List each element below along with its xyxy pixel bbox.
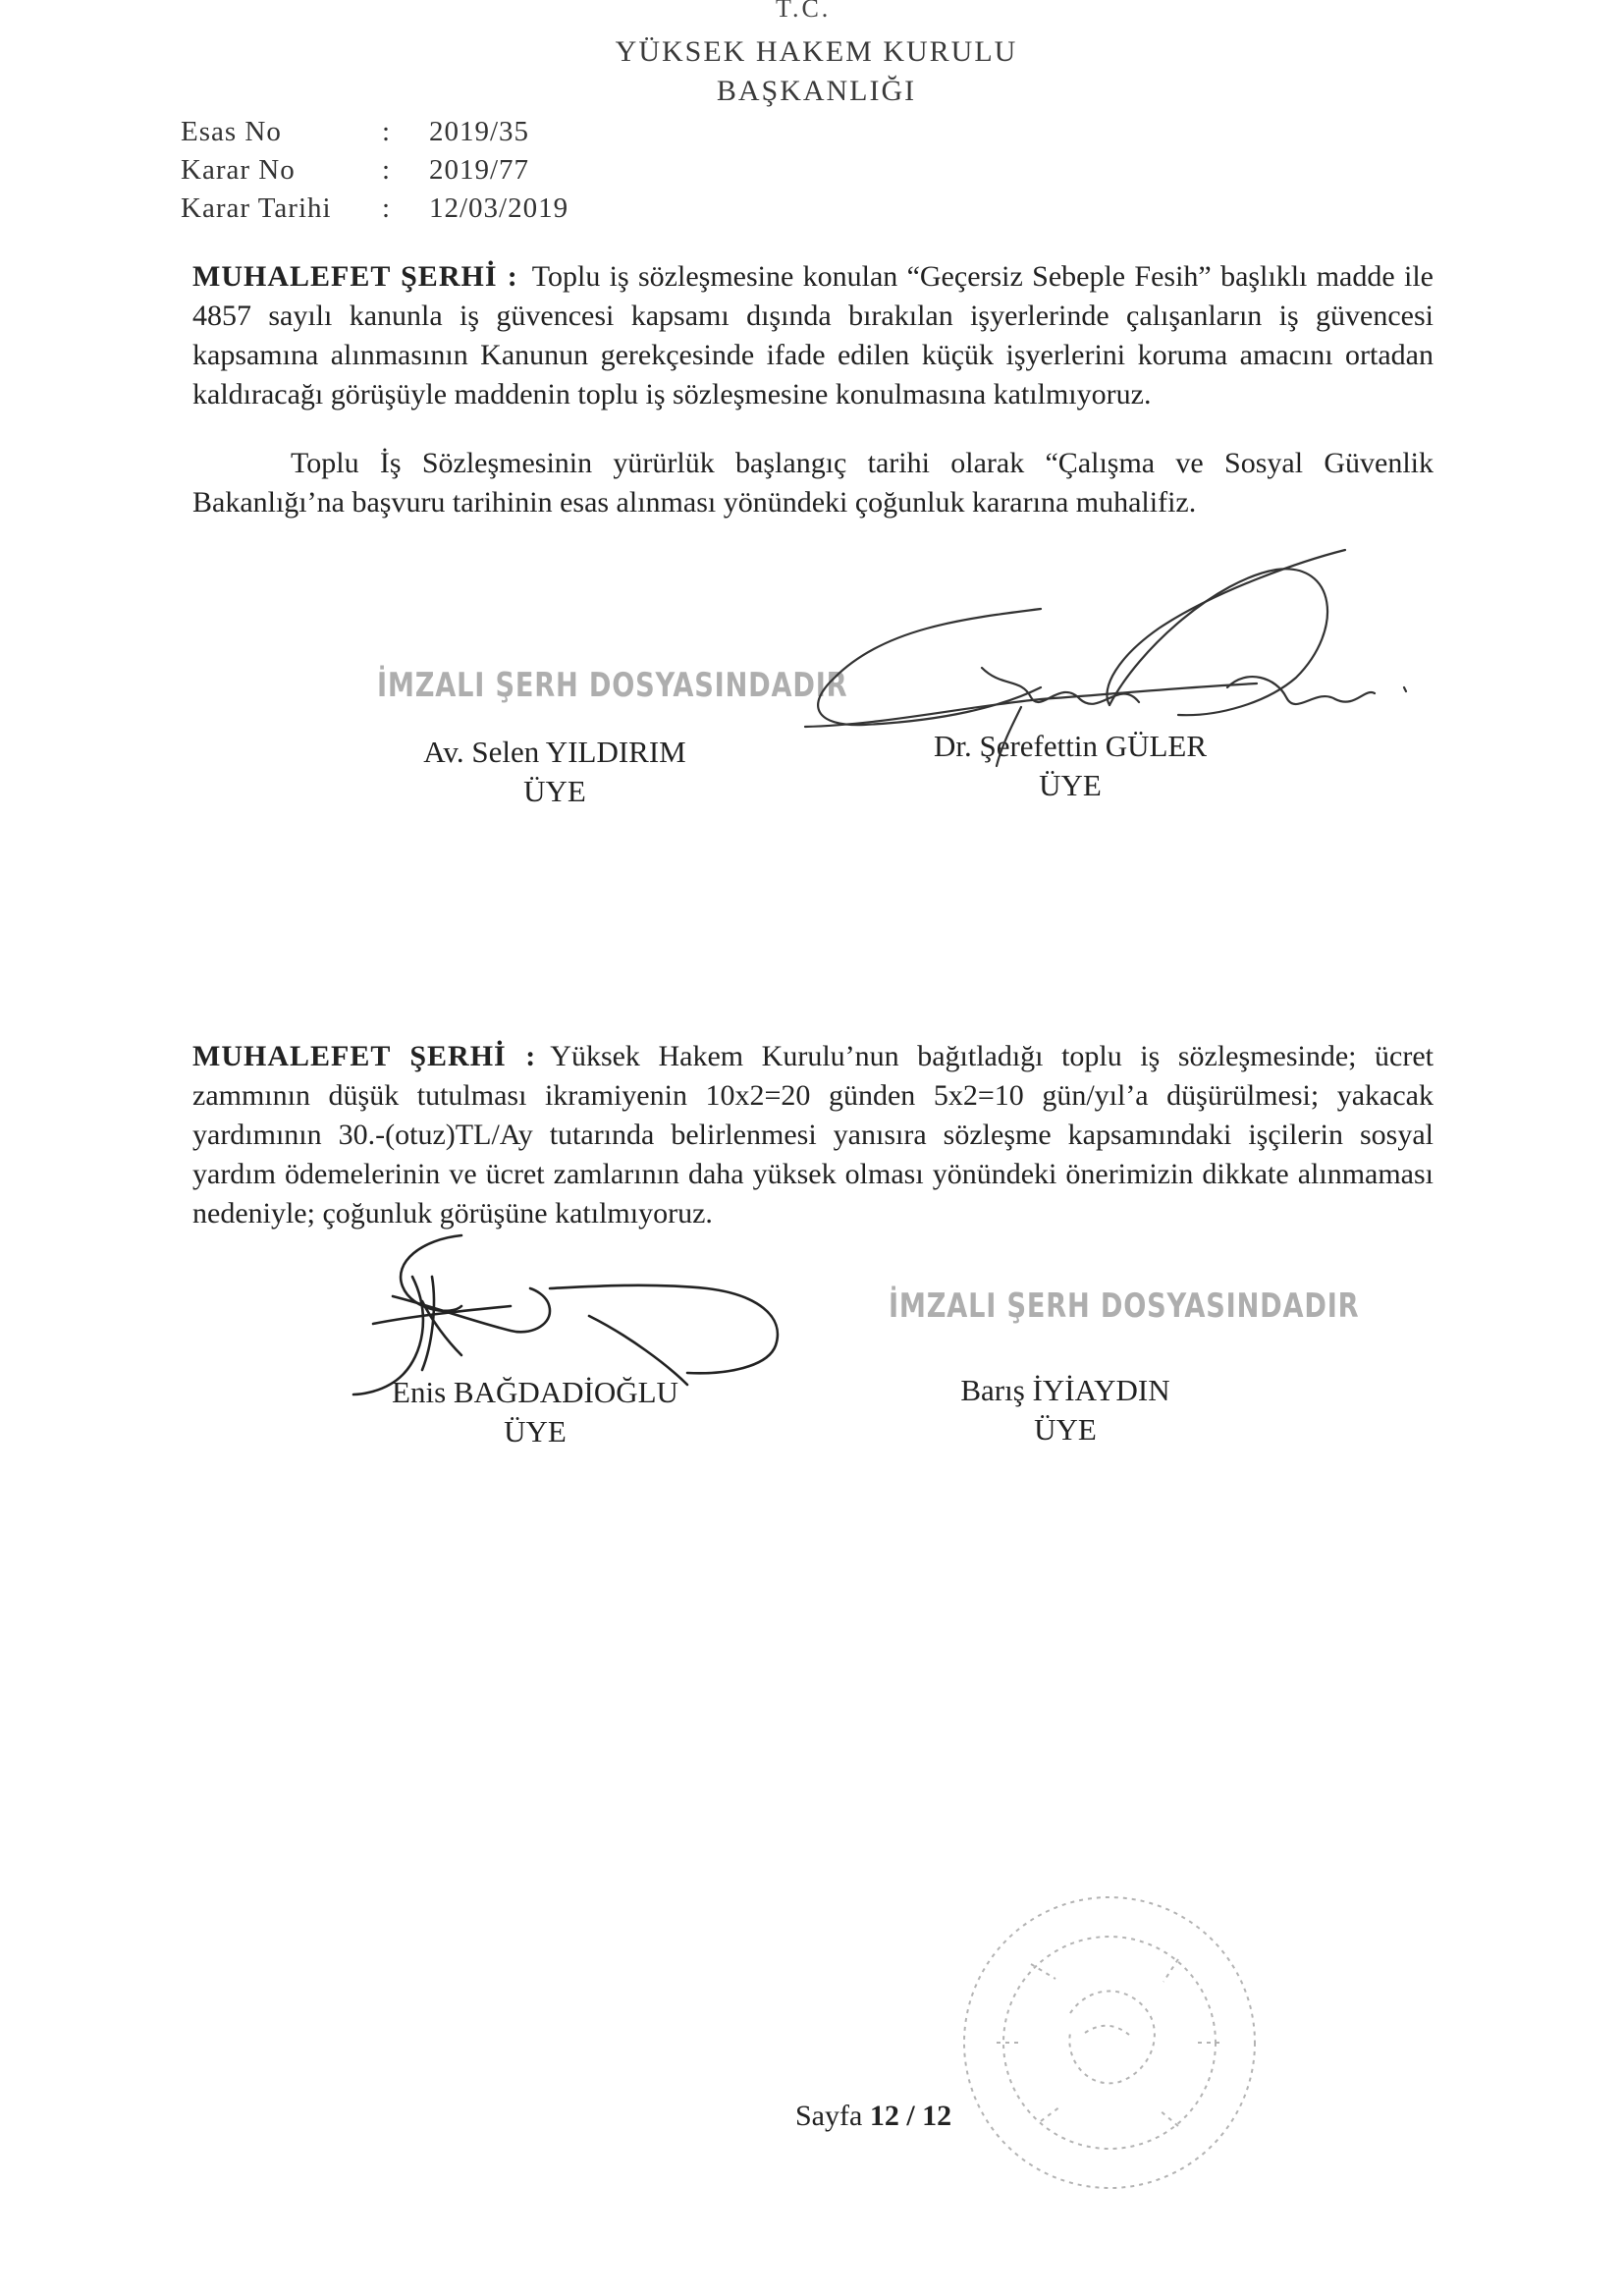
org-name: YÜKSEK HAKEM KURULU bbox=[615, 35, 1018, 68]
meta-label: Karar Tarihi bbox=[181, 192, 332, 224]
meta-sep: : bbox=[382, 154, 391, 186]
dissent-text: Toplu İş Sözleşmesinin yürürlük başlangıç tarihi olarak “Çalışma ve Sosyal Güvenlik Bakanlığı’na başvuru tarihinin esas alınması yönündeki çoğunluk kararına muhalifiz. bbox=[192, 447, 1434, 519]
meta-value: 12/03/2019 bbox=[429, 192, 569, 224]
meta-label: Karar No bbox=[181, 154, 296, 186]
signed-dissent-stamp: İMZALI ŞERH DOSYASINDADIR bbox=[889, 1286, 1360, 1326]
official-seal bbox=[964, 1897, 1255, 2188]
header-tc: T.C. bbox=[776, 0, 832, 23]
org-subtitle: BAŞKANLIĞI bbox=[716, 75, 917, 107]
dissent-heading: MUHALEFET ŞERHİ : bbox=[192, 260, 518, 293]
signatory-name: Av. Selen YILDIRIM bbox=[423, 735, 686, 769]
meta-value: 2019/35 bbox=[429, 116, 530, 147]
meta-value: 2019/77 bbox=[429, 154, 530, 186]
signatory-role: ÜYE bbox=[504, 1414, 567, 1449]
meta-sep: : bbox=[382, 116, 391, 147]
signature-guler bbox=[805, 550, 1406, 766]
meta-label: Esas No bbox=[181, 116, 282, 147]
page-value: 12 / 12 bbox=[869, 2100, 952, 2132]
dissent-text: Yüksek Hakem Kurulu’nun bağıtladığı toplu iş sözleşmesinde; ücret zammının düşük tutulması ikramiyenin 10x2=20 günden 5x2=10 gün/yıl’a düşürülmesi; yakacak yardımının 30.-(otuz)TL/Ay tutarında belirlenmesi yanısıra sözleşme kapsamındaki işçilerin sosyal yardım ödemelerinin ve ücret zamlarının daha yüksek olması yönündeki önerimizin dikkate alınmaması nedeniyle; çoğunluk görüşüne katılmıyoruz. bbox=[192, 1040, 1434, 1230]
signature-bagdadioglu bbox=[353, 1235, 778, 1394]
signed-dissent-stamp: İMZALI ŞERH DOSYASINDADIR bbox=[377, 666, 848, 705]
signatory-role: ÜYE bbox=[523, 774, 586, 808]
signatory-role: ÜYE bbox=[1034, 1412, 1097, 1447]
meta-sep: : bbox=[382, 192, 391, 224]
dissent-text: Toplu iş sözleşmesine konulan “Geçersiz Sebeple Fesih” başlıklı madde ile 4857 sayılı kanunla iş güvencesi kapsamı dışında bırakılan işyerlerinde çalışanların iş güvencesi kapsamına alınmasının Kanunun gerekçesinde ifade edilen küçük işyerlerini koruma amacını ortadan kaldıracağı görüşüyle maddenin toplu iş sözleşmesine konulmasına katılmıyoruz. bbox=[192, 260, 1434, 410]
page-prefix: Sayfa bbox=[795, 2100, 863, 2132]
signatory-role: ÜYE bbox=[1039, 768, 1102, 802]
signatory-name: Dr. Şerefettin GÜLER bbox=[933, 729, 1208, 763]
dissent-heading: MUHALEFET ŞERHİ : bbox=[192, 1040, 537, 1072]
signatory-name: Barış İYİAYDIN bbox=[960, 1373, 1170, 1407]
signatory-name: Enis BAĞDADİOĞLU bbox=[392, 1375, 678, 1409]
